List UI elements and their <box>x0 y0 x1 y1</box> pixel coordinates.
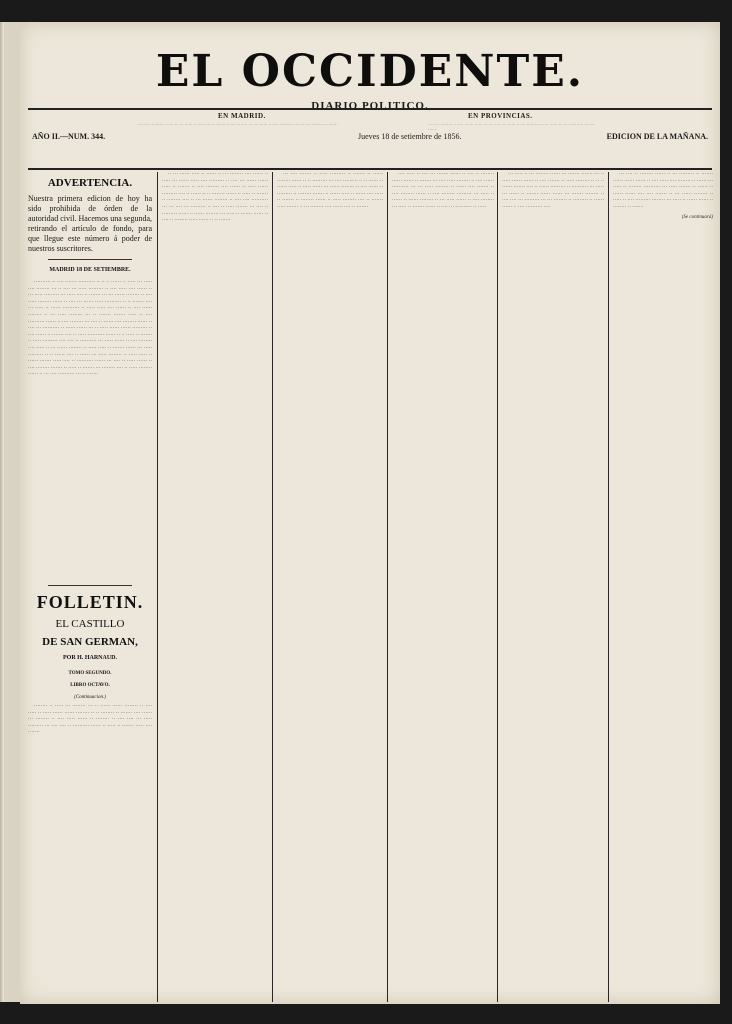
provincias-label: EN PROVINCIAS. <box>468 112 533 120</box>
column-6: ··· ···· ·· ········ ······ ·· ··· ········· ·· ······· ······ ······ ······ ·· ···· ····· ···· ········ ·· ······ ··· ····· ·· ········ ·········· ··· ····· ······· ·· ······ ·· ······ ······ ···· ···· ······· ·· ··· ······ ········ ·· ····· ·· ···· ········· ········ ··· ····· ·· ······ ······ ·· ········ ·· ······· (Se continuará) <box>613 172 713 220</box>
novel-author: POR H. HARNAUD. <box>63 655 117 661</box>
notice-heading: ADVERTENCIA. <box>47 177 133 189</box>
edition-label: EDICION DE LA MAÑANA. <box>606 132 708 141</box>
column-rule <box>608 172 609 1002</box>
newspaper-title: EL OCCIDENTE. <box>155 46 585 97</box>
provincias-subscription-text: ··· ··· ·· ········· · ····· ·· ···· ······ ·· ····· ···· ··· ······· ·· ···· ········ ··· ···· ······ ·· ····· ·········· ··· ···· ······ <box>428 122 595 132</box>
issue-date: Jueves 18 de setiembre de 1856. <box>358 132 462 141</box>
novel-continuation: (Continuacion.) <box>74 695 106 700</box>
divider <box>48 259 132 260</box>
novel-title-line-2: DE SAN GERMAN, <box>42 636 138 648</box>
page-fold <box>0 22 4 1002</box>
body-text: ·········· ·· ···· ······· ·········· ·· ·· ·· ······ ·· ····· ··· ····· ···· ········ ··· ·· ···· ··· ····· ········· ·· ···· ····· ···· ······ ·· ··· ····· ········· ··· ····· ···· ·· ······· ··· ··· ······ ········ ·· ···· ····· ········ ······ ·· ···· ··· ······ ····· ·········· ·· ·· ······· ···· ··· ····· ·· ······ ·········· ·· ····· ····· ···· ······ ·· ···· ······ ········ ·· ··· ····· ········ ··· ·· ······· ······· ····· ·· ···· ·········· ······ ·· ···· ········ ··· ···· ·· ······ ···· ········ ······ ·· ···· ··· ·········· ·· ······ ······ ··· ·· ····· ······ ······ ········· ·· ···· ······ ·· ······· ···· ·· ····· ·········· ······ ·· ·· ····· ·· ······· ·· ····· ········· ···· ···· ·· ·········· ··· ····· ······ ·· ···· ········ ···· ····· ·· ··· ······ ········ ·· ····· ····· ·· ······· ······ ··· ····· ········· ·· ·· ······ ···· ·· ······ ··· ····· ········ ·· ····· ····· ·· ······ ······· ····· ···· ·· ·········· ······ ··· ···· ·· ····· ······ ·· ···· ········ ······· ·· ····· ·· ······· ··· ········ ···· ·· ····· ········ ······ ·· ··· ···· ·········· ··· ·· ······· <box>28 280 152 378</box>
adjacent-page-edge <box>0 22 20 1002</box>
column-rule <box>272 172 273 1002</box>
madrid-subscription-text: ··· ··· ·· ········· · ····· ·· ···· ······ ·· ····· ···· ··· ······· ·· ···· ········ ··· ···· ······ ·· ····· ·········· ··· ···· ···· ······· ··· ········ <box>138 122 338 127</box>
notice-text: Nuestra primera edicion de hoy ha sido prohibida de órden de la autoridad civil. Hacemos una segunda, retirando el artículo de fondo, para que llegue este número á poder de nuestros suscritores. <box>28 194 152 253</box>
column-1 <box>28 172 152 1002</box>
column-rule <box>157 172 158 1002</box>
column-4: ···· ····· ·· ···· ··· ······· ······ ·· ···· ·· ········ ······ ······ ·· ······· ··· ···· ····· ········ ·· ···· ······ ·········· ··· ··· ····· ········ ·· ······ ···· ······· ·· ···· ········ ······ ·· ···· ········ ········· ··· ····· ·· ······ ·· ······ ········ ·· ··· ····· ······ ·· ···· ········ ··· ····· ·· ······· ······ ·· ···· ··· ·········· ·· ····· <box>392 172 494 210</box>
masthead <box>20 46 720 112</box>
novel-title-line-1: EL CASTILLO <box>55 618 125 630</box>
divider <box>48 585 132 586</box>
column-3: ··· ···· ······· ·· ····· ········· ·· ······· ·· ······ ········ ······ ·· ·· ········· ··· ···· ········· ·· ·· ······ ·· ······ ····· ·· ····· ······ ··· ······ ········ ·· ···· ······ ·· ········· ·· ········ ······· ·· ······ ····· ·· ······ ···· ····· ·· ······· ·· ········ ······ ·· ····· ········ ···· ·· ······· ····· ······· ·· ··· ········ ···· ······ ···· ·· ······· <box>277 172 383 210</box>
issue-number: AÑO II.—NUM. 344. <box>32 132 106 141</box>
newspaper-subtitle: DIARIO POLITICO. <box>311 100 429 112</box>
column-5: ··· ····· ·· ··· ········ ······ ··· ······· ······· ··· ·· ····· ······ ······ ·· ···· ······· ·· ····· ········ ·· ·· ·· ······ ······· ···· ·· ······ ········· ·· ·········· ··· ····· ··· ······ ·· ······· ······ ······ ··· ······· ········ ·· ···· ···· ··· ········· ··· ··· ········ ·· ········· ·· ······ ······ ·· ···· ·········· ···· <box>502 172 604 210</box>
column-rule <box>387 172 388 1002</box>
novel-tomo: TOMO SEGUNDO. <box>68 671 112 676</box>
novel-libro: LIBRO OCTAVO. <box>70 683 110 688</box>
column-2: ·· ··· ······ ····· ·· ······ ·· ··· ········ ···· ······ ·· ····· ··· ······ ····· ···· ········· ·· ···· ··· ······ ······ ····· ·· ······· ·· ···· ········ ···· ······ ·· ····· ······ ········· ···· ·· ······ ·· ·· ········ ······ ·· ····· ·· ······· ·· ········ ···· ·· ··· ······ ········ ·· ···· ···· ·········· ··· ··· ···· ··· ········· ·· ···· ·· ····· ······· ··· ···· ·· ········· ······ ·· ······ ········ ··· ····· ·· ······· ······ ·· ···· ·· ········ ····· ······ ·· ·· ······· <box>162 172 268 224</box>
info-band <box>28 108 712 170</box>
to-be-continued: (Se continuará) <box>681 214 713 220</box>
folletin-heading: FOLLETIN. <box>36 592 144 612</box>
dateline: MADRID 18 DE SETIEMBRE. <box>49 267 131 273</box>
novel-text: ········ ·· ····· ··· ········ ··· ·· ······ ······ ········ ·· ···· ····· ·· ····· ······ ······ ········ ·· ·· ········ ·· ······· ···· ······ ··· ········ ·· ···· ····· ······ ·· ········ ·· ···· ···· ··· ····· ········· ··· ···· ···· ·· ·········· ······ ·· ····· ·· ······· ····· ···· ······· <box>28 704 152 736</box>
newspaper-page <box>20 22 720 1004</box>
madrid-label: EN MADRID. <box>218 112 266 120</box>
column-rule <box>497 172 498 1002</box>
